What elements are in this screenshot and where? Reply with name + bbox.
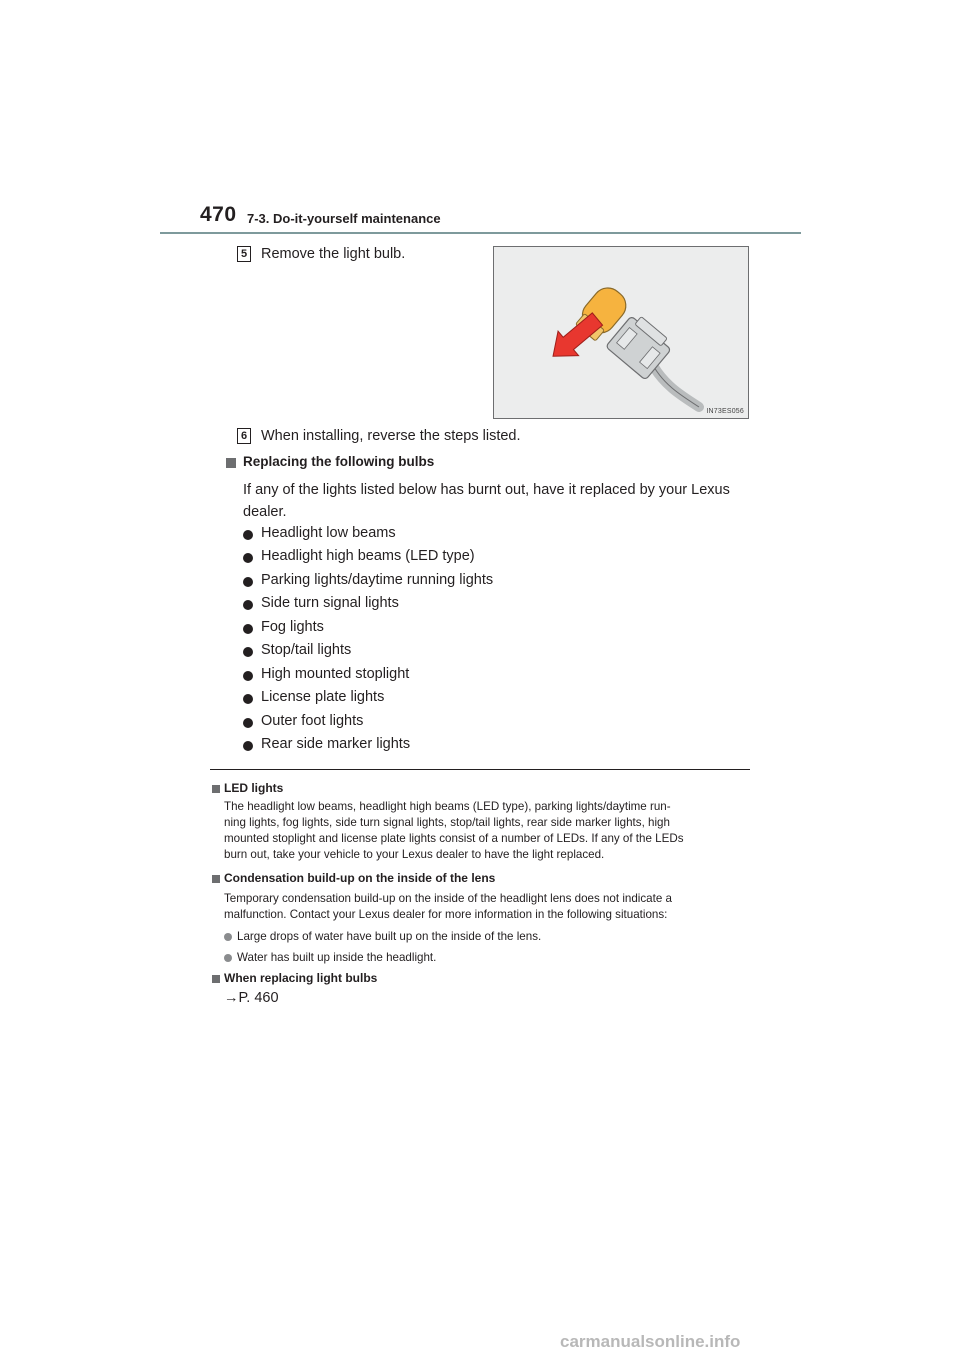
figure-code: IN73ES056 [706, 408, 744, 415]
note-led-line: ning lights, fog lights, side turn signal lights, stop/tail lights, rear side marker lights, high [224, 816, 670, 829]
header-divider [160, 232, 801, 234]
note-condensation-bullet: Large drops of water have built up on the inside of the lens. [237, 930, 542, 943]
step-6-text: When installing, reverse the steps listed. [261, 428, 521, 444]
bullet-dot-icon [243, 741, 253, 751]
bullet-dot-icon [243, 624, 253, 634]
replacing-heading: Replacing the following bulbs [243, 454, 435, 469]
bullet-dot-icon [243, 671, 253, 681]
bulb-list-item: Headlight low beams [261, 525, 396, 541]
bulb-list-item: License plate lights [261, 689, 385, 705]
note-condensation-bullet: Water has built up inside the headlight. [237, 951, 437, 964]
page-reference-link[interactable]: →P. 460 [224, 990, 279, 1006]
note-bullet-dot-icon [224, 933, 232, 941]
replacing-intro-line-2: dealer. [243, 504, 287, 520]
note-condensation-line: Temporary condensation build-up on the inside of the headlight lens does not indicate a [224, 892, 672, 905]
note-led-line: mounted stoplight and license plate lights consist of a number of LEDs. If any of the LEDs [224, 832, 684, 845]
bulb-list-item: Side turn signal lights [261, 595, 399, 611]
note-bullet-dot-icon [224, 954, 232, 962]
note-led-heading: LED lights [224, 781, 284, 795]
bullet-dot-icon [243, 530, 253, 540]
note-square-icon [212, 875, 220, 883]
bullet-dot-icon [243, 647, 253, 657]
section-title: 7-3. Do-it-yourself maintenance [247, 211, 441, 226]
bulb-list-item: Rear side marker lights [261, 736, 411, 752]
step-badge-5: 5 [237, 246, 251, 262]
square-bullet-icon [226, 458, 236, 468]
bullet-dot-icon [243, 553, 253, 563]
notes-divider [210, 769, 750, 770]
bullet-dot-icon [243, 718, 253, 728]
note-square-icon [212, 975, 220, 983]
bullet-dot-icon [243, 694, 253, 704]
note-led-line: The headlight low beams, headlight high beams (LED type), parking lights/daytime run- [224, 800, 671, 813]
note-led-line: burn out, take your vehicle to your Lexus dealer to have the light replaced. [224, 848, 605, 861]
bulb-removal-icon [494, 247, 748, 418]
step-badge-6: 6 [237, 428, 251, 444]
replacing-intro-line-1: If any of the lights listed below has burnt out, have it replaced by your Lexus [243, 482, 730, 498]
bulb-list-item: Fog lights [261, 619, 324, 635]
note-replacing-heading: When replacing light bulbs [224, 971, 378, 985]
bulb-list-item: Parking lights/daytime running lights [261, 572, 494, 588]
bulb-removal-figure [493, 246, 749, 419]
note-condensation-heading: Condensation build-up on the inside of the lens [224, 871, 496, 885]
bulb-list-item: High mounted stoplight [261, 666, 410, 682]
step-5-text: Remove the light bulb. [261, 246, 406, 262]
bulb-list-item: Stop/tail lights [261, 642, 352, 658]
bullet-dot-icon [243, 577, 253, 587]
note-square-icon [212, 785, 220, 793]
bulb-list-item: Headlight high beams (LED type) [261, 548, 475, 564]
page-number: 470 [200, 203, 237, 226]
bulb-list-item: Outer foot lights [261, 713, 364, 729]
watermark: carmanualsonline.info [560, 1332, 741, 1351]
bullet-dot-icon [243, 600, 253, 610]
note-condensation-line: malfunction. Contact your Lexus dealer for more information in the following situations: [224, 908, 668, 921]
